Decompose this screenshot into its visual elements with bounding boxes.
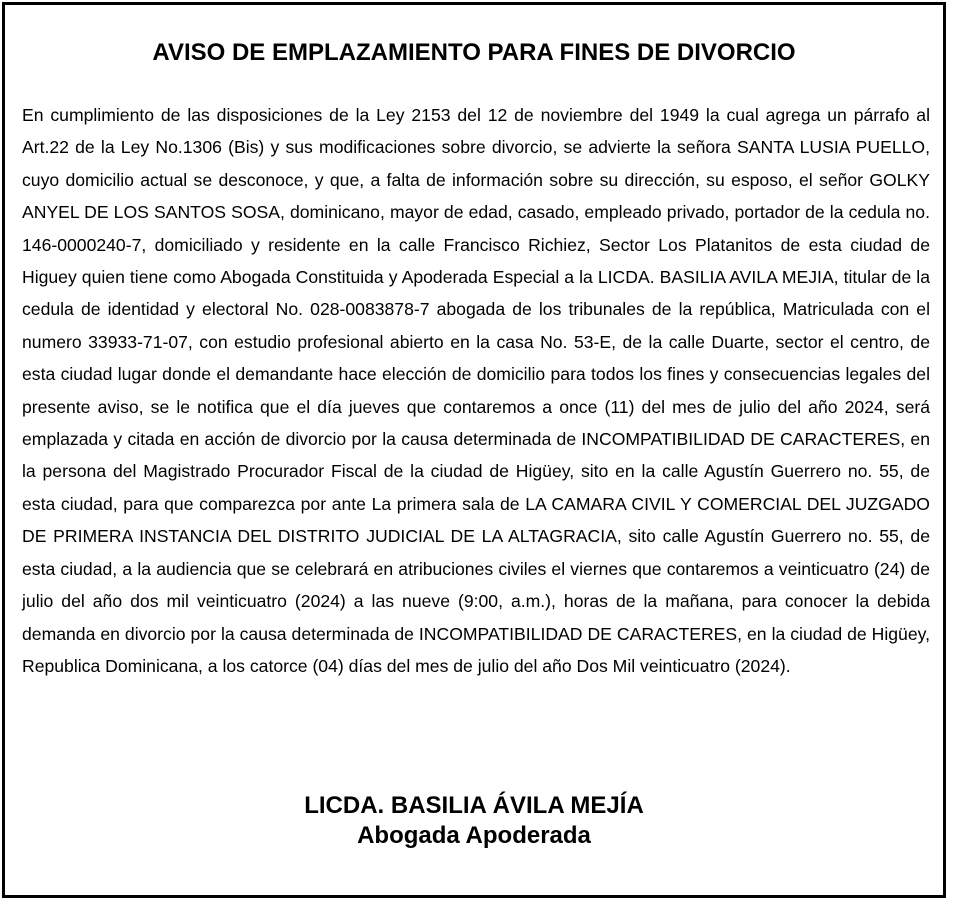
notice-title: AVISO DE EMPLAZAMIENTO PARA FINES DE DIVORCIO <box>152 39 796 66</box>
legal-notice-frame <box>2 2 946 898</box>
signature-role: Abogada Apoderada <box>357 822 591 849</box>
notice-body: En cumplimiento de las disposiciones de la Ley 2153 del 12 de noviembre del 1949 la cual agrega un párrafo al Art.22 de la Ley No.1306 (Bis) y sus modificaciones sobre divorcio, se advierte la señora SANTA LUSIA PUELLO, cuyo domicilio actual se desconoce, y que, a falta de información sobre su dirección, su esposo, el señor GOLKY ANYEL DE LOS SANTOS SOSA, dominicano, mayor de edad, casado, empleado privado, portador de la cedula no. 146-0000240-7, domiciliado y residente en la calle Francisco Richiez, Sector Los Platanitos de esta ciudad de Higuey quien tiene como Abogada Constituida y Apoderada Especial a la LICDA. BASILIA AVILA MEJIA, titular de la cedula de identidad y electoral No. 028-0083878-7 abogada de los tribunales de la república, Matriculada con el numero 33933-71-07, con estudio profesional abierto en la casa No. 53-E, de la calle Duarte, sector el centro, de esta ciudad lugar donde el demandante hace elección de domicilio para todos los fines y consecuencias legales del presente aviso, se le notifica que el día jueves que contaremos a once (11) del mes de julio del año 2024, será emplazada y citada en acción de divorcio por la causa determinada de INCOMPATIBILIDAD DE CARACTERES, en la persona del Magistrado Procurador Fiscal de la ciudad de Higüey, sito en la calle Agustín Guerrero no. 55, de esta ciudad, para que comparezca por ante La primera sala de LA CAMARA CIVIL Y COMERCIAL DEL JUZGADO DE PRIMERA INSTANCIA DEL DISTRITO JUDICIAL DE LA ALTAGRACIA, sito calle Agustín Guerrero no. 55, de esta ciudad, a la audiencia que se celebrará en atribuciones civiles el viernes que contaremos a veinticuatro (24) de julio del año dos mil veinticuatro (2024) a las nueve (9:00, a.m.), horas de la mañana, para conocer la debida demanda en divorcio por la causa determinada de INCOMPATIBILIDAD DE CARACTERES, en la ciudad de Higüey, Republica Dominicana, a los catorce (04) días del mes de julio del año Dos Mil veinticuatro (2024). <box>22 105 930 676</box>
signature-block <box>5 791 943 851</box>
signature-name: LICDA. BASILIA ÁVILA MEJÍA <box>304 792 644 819</box>
